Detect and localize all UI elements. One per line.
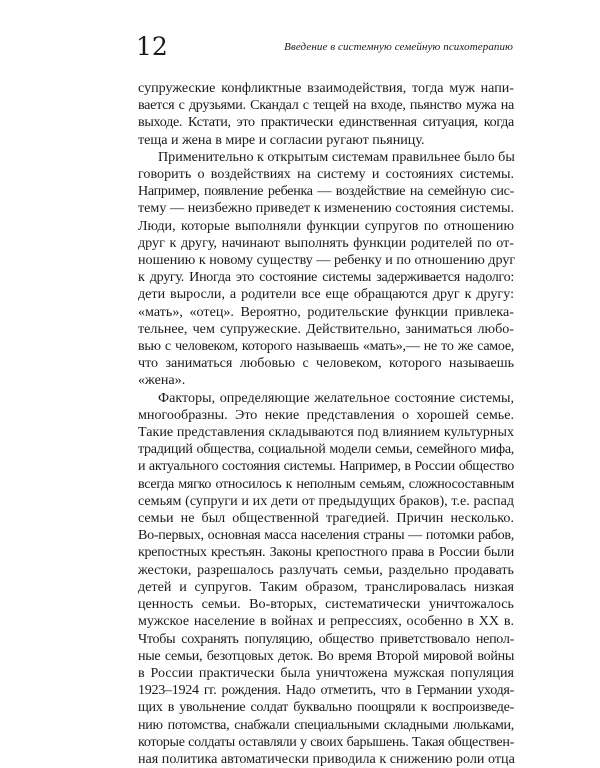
text-line: Во-первых, основная масса населения страны — потомки рабов, [138, 527, 514, 544]
text-line: в России практически была уничтожена мужская популяция [138, 664, 514, 681]
text-line: супружеские конфликтные взаимодействия, тогда муж напи- [138, 80, 514, 96]
text-line: которые солдаты оставляли у своих барышень. Такая обществен- [138, 733, 514, 750]
text-line: 1923–1924 гг. рождения. Надо отметить, что в Германии уходя- [138, 682, 514, 699]
text-line: семьям (супруги и их дети от предыдущих браков), т.е. распад [138, 492, 514, 509]
text-line: выходе. Кстати, это практически единственная ситуация, когда [138, 114, 514, 131]
text-line: нию потомства, снабжали специальными складными люльками, [138, 716, 514, 733]
text-line: к другу. Иногда это состояние системы задерживается надолго: [138, 269, 514, 286]
text-line: тему — неизбежно приведет к изменению состояния системы. [138, 200, 514, 217]
text-line: всегда мягко относилось к неполным семьям, сложносоставным [138, 475, 514, 492]
text-line: друг к другу, начинают выполнять функции родителей по от- [138, 234, 514, 251]
paragraph-1 [138, 80, 514, 149]
text-line: семьи не был общественной трагедией. Причин несколько. [138, 510, 514, 527]
text-line: мужское население в войнах и репрессиях, особенно в XX в. [138, 613, 514, 630]
text-line: Факторы, определяющие желательное состояние системы, [158, 389, 514, 406]
text-line: Например, появление ребенка — воздействие на семейную сис- [138, 183, 514, 200]
text-line: Применительно к открытым системам правильнее было бы [158, 148, 515, 165]
text-line: «жена». [138, 372, 186, 389]
text-line: крепостных крестьян. Законы крепостного права в России были [138, 544, 514, 561]
text-line: Чтобы сохранять популяцию, общество приветствовало непол- [138, 630, 514, 647]
text-line: «мать», «отец». Вероятно, родительские функции привлека- [138, 303, 514, 320]
text-line: и актуального состояния системы. Например, в России общество [138, 458, 514, 475]
text-line: ная политика автоматически приводила к снижению роли отца [138, 750, 515, 767]
text-line: вается с друзьями. Скандал с тещей на входе, пьянство мужа на [138, 97, 514, 114]
text-line: тельнее, чем супружеские. Действительно, заниматься любо- [138, 320, 514, 337]
paragraph-2 [138, 149, 514, 390]
body-text [138, 80, 514, 768]
text-line: традиций общества, социальной модели семьи, семейного мифа, [138, 441, 514, 458]
running-title: Введение в системную семейную психотерапию [284, 41, 513, 53]
text-line: многообразны. Это некие представления о хорошей семье. [138, 406, 514, 423]
text-line: говорить о воздействиях на систему и состояниях системы. [138, 166, 514, 183]
text-line: ношению к новому существу — ребенку и по отношению друг [138, 252, 516, 269]
text-line: жестоки, разрешалось разлучать семьи, раздельно продавать [138, 561, 514, 578]
text-line: ценность семьи. Во-вторых, систематически уничтожалось [138, 596, 514, 613]
text-line: щих в увольнение солдат буквально поощряли к воспроизведе- [138, 699, 514, 716]
page-number: 12 [136, 32, 168, 61]
text-line: вью с человеком, которого называешь «мать»,— не то же самое, [138, 338, 514, 355]
text-line: Люди, которые выполняли функции супругов по отношению [138, 217, 514, 234]
text-line: дети выросли, а родители все еще обращаются друг к другу: [138, 286, 514, 303]
text-line: теща и жена в мире и согласии ругают пьяницу. [138, 131, 425, 148]
text-line: ные семьи, безотцовых деток. Во время Второй мировой войны [138, 647, 514, 664]
text-line: что заниматься любовью с человеком, которого называешь [138, 355, 514, 372]
text-line: детей и супругов. Таким образом, транслировалась низкая [138, 578, 514, 595]
text-line: Такие представления складываются под влиянием культурных [138, 424, 514, 441]
paragraph-3 [138, 390, 514, 768]
